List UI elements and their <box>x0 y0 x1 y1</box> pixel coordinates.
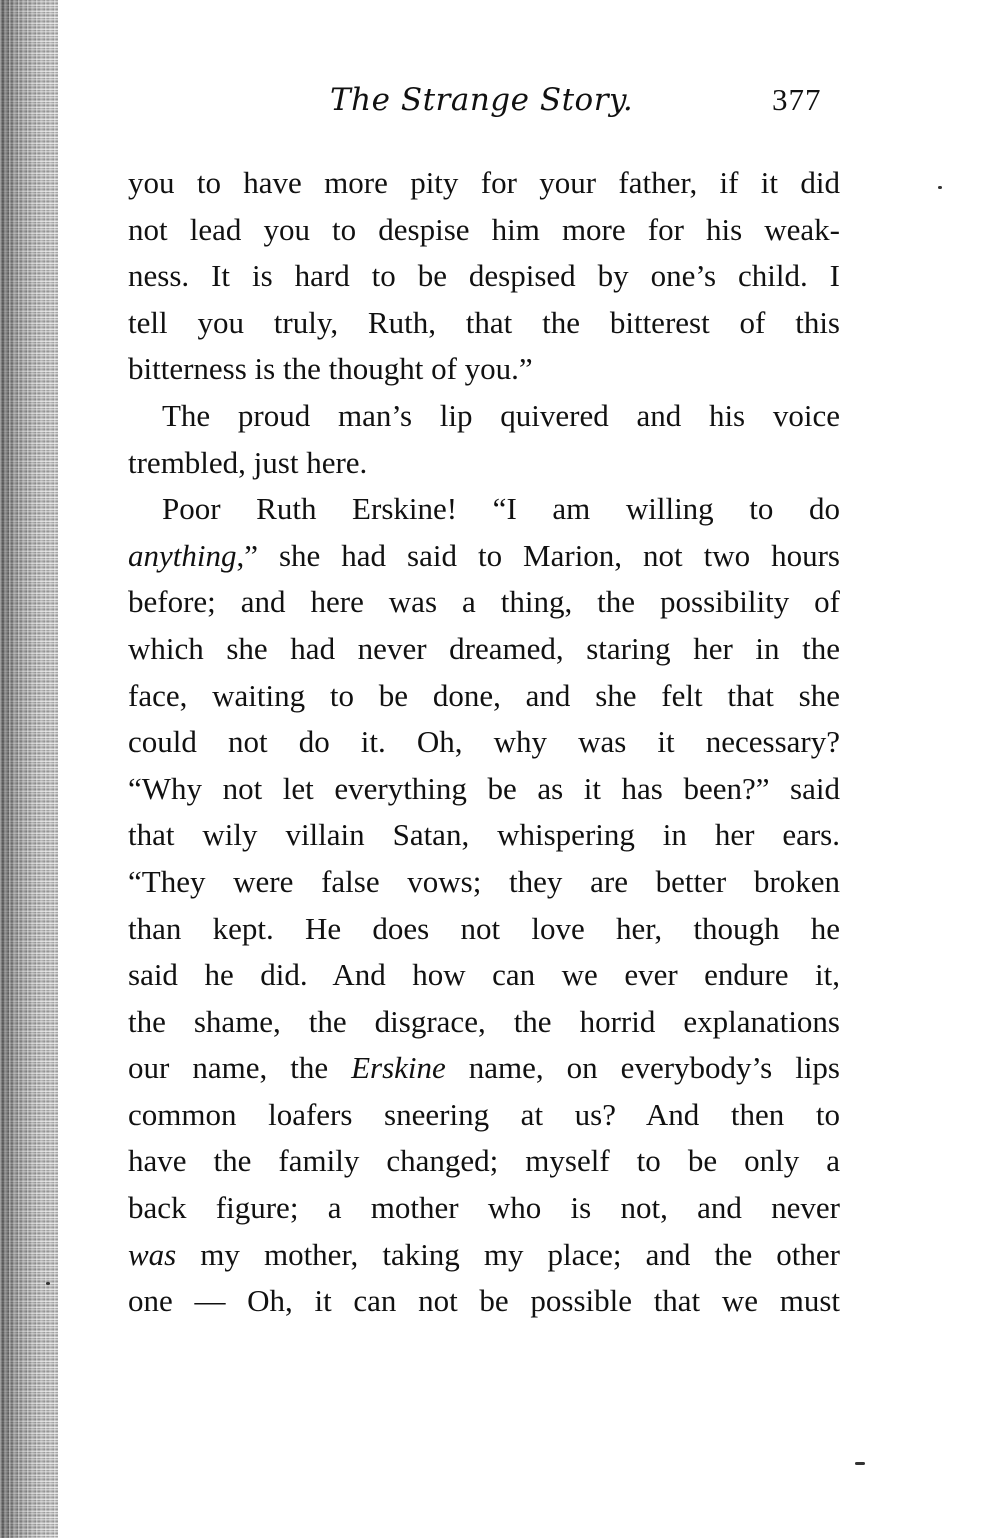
text-line: you to have more pity for your father, if it did <box>128 165 840 200</box>
text-line: could not do it. Oh, why was it necessary? <box>128 724 840 760</box>
scan-speck <box>938 186 942 189</box>
text-line: anything,” she had said to Marion, not two hours <box>128 537 840 573</box>
text-line: one — Oh, it can not be possible that we must <box>128 1283 840 1319</box>
scan-speck <box>46 1282 50 1285</box>
running-title: The Strange Story. <box>330 82 634 118</box>
text-line: bitterness is the thought of you.” <box>128 351 533 387</box>
text-line: the shame, the disgrace, the horrid explanations <box>128 1003 840 1039</box>
text-line: “Why not let everything be as it has been?” said <box>128 770 840 806</box>
emphasis-text: anything <box>128 537 237 573</box>
text-line: have the family changed; myself to be only a <box>128 1143 840 1179</box>
text-line: trembled, just here. <box>128 444 368 480</box>
text-line: face, waiting to be done, and she felt that she <box>128 677 840 713</box>
text-line: not lead you to despise him more for his weak- <box>128 211 840 247</box>
text-line: back figure; a mother who is not, and never <box>128 1190 840 1226</box>
scanned-page-edge <box>0 0 58 1538</box>
text-line: ness. It is hard to be despised by one’s child. I <box>128 258 840 294</box>
text-line: said he did. And how can we ever endure it, <box>128 957 840 993</box>
text-line: our name, the Erskine name, on everybody’s lips <box>128 1050 840 1086</box>
scan-speck <box>855 1462 865 1465</box>
emphasis-text: was <box>128 1236 177 1272</box>
body-text <box>128 160 840 1325</box>
running-header <box>0 82 1000 132</box>
text-line: which she had never dreamed, staring her in the <box>128 630 840 666</box>
text-line: tell you truly, Ruth, that the bitterest of this <box>128 304 840 340</box>
text-line: common loafers sneering at us? And then to <box>128 1096 840 1132</box>
emphasis-text: Erskine <box>351 1050 446 1086</box>
text-line: before; and here was a thing, the possibility of <box>128 584 840 620</box>
page-number: 377 <box>772 82 822 117</box>
text-line: Poor Ruth Erskine! “I am willing to do <box>162 491 840 527</box>
text-line: “They were false vows; they are better broken <box>128 863 840 899</box>
text-line: that wily villain Satan, whispering in her ears. <box>128 817 840 853</box>
text-line: than kept. He does not love her, though he <box>128 910 840 946</box>
text-line: was my mother, taking my place; and the other <box>128 1236 840 1272</box>
text-line: The proud man’s lip quivered and his voice <box>162 397 840 433</box>
